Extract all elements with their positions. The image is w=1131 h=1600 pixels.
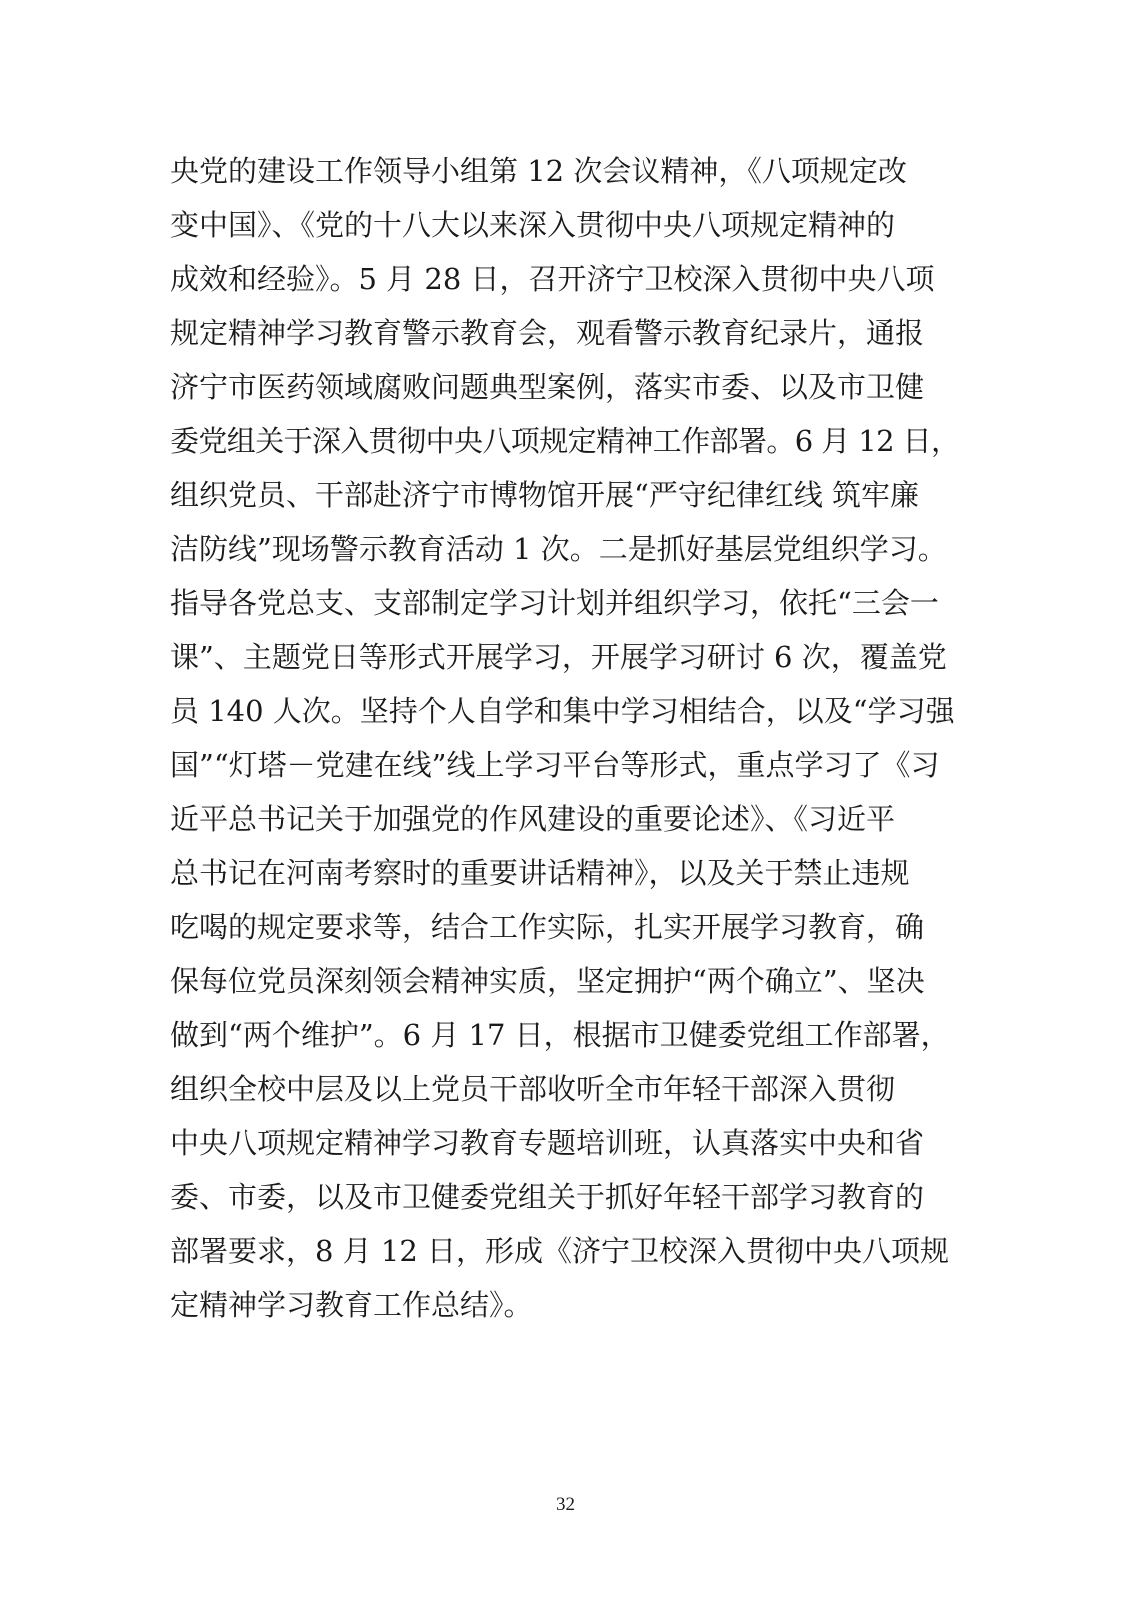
text-line: 做到“两个维护”。6 月 17 日，根据市卫健委党组工作部署，: [170, 1018, 950, 1052]
text-line: 洁防线”现场警示教育活动 1 次。二是抓好基层党组织学习。: [170, 532, 947, 566]
text-line: 部署要求，8 月 12 日，形成《济宁卫校深入贯彻中央八项规: [170, 1234, 950, 1268]
text-line: 国”“灯塔－党建在线”线上学习平台等形式，重点学习了《习: [170, 748, 940, 782]
text-line: 组织全校中层及以上党员干部收听全市年轻干部深入贯彻: [170, 1072, 896, 1106]
body-paragraph: [170, 144, 960, 1332]
text-line: 济宁市医药领域腐败问题典型案例，落实市委、以及市卫健: [170, 370, 925, 404]
text-line: 委、市委，以及市卫健委党组关于抓好年轻干部学习教育的: [170, 1180, 925, 1214]
text-line: 变中国》、《党的十八大以来深入贯彻中央八项规定精神的: [170, 208, 896, 242]
text-line: 央党的建设工作领导小组第 12 次会议精神，《八项规定改: [170, 154, 907, 188]
text-line: 规定精神学习教育警示教育会，观看警示教育纪录片，通报: [170, 316, 925, 350]
text-line: 课”、主题党日等形式开展学习，开展学习研讨 6 次，覆盖党: [170, 640, 947, 674]
text-line: 委党组关于深入贯彻中央八项规定精神工作部署。6 月 12 日，: [170, 424, 960, 458]
text-line: 总书记在河南考察时的重要讲话精神》，以及关于禁止违规: [170, 856, 910, 890]
text-line: 员 140 人次。坚持个人自学和集中学习相结合，以及“学习强: [170, 694, 955, 728]
text-line: 近平总书记关于加强党的作风建设的重要论述》、《习近平: [170, 802, 896, 836]
text-line: 中央八项规定精神学习教育专题培训班，认真落实中央和省: [170, 1126, 925, 1160]
text-line: 组织党员、干部赴济宁市博物馆开展“严守纪律红线 筑牢廉: [170, 478, 920, 512]
text-line: 成效和经验》。5 月 28 日，召开济宁卫校深入贯彻中央八项: [170, 262, 935, 296]
text-line: 定精神学习教育工作总结》。: [170, 1288, 533, 1322]
text-line: 吃喝的规定要求等，结合工作实际，扎实开展学习教育，确: [170, 910, 925, 944]
text-line: 保每位党员深刻领会精神实质，坚定拥护“两个确立”、坚决: [170, 964, 925, 998]
text-line: 指导各党总支、支部制定学习计划并组织学习，依托“三会一: [170, 586, 939, 620]
page-number: 32: [556, 1494, 575, 1515]
